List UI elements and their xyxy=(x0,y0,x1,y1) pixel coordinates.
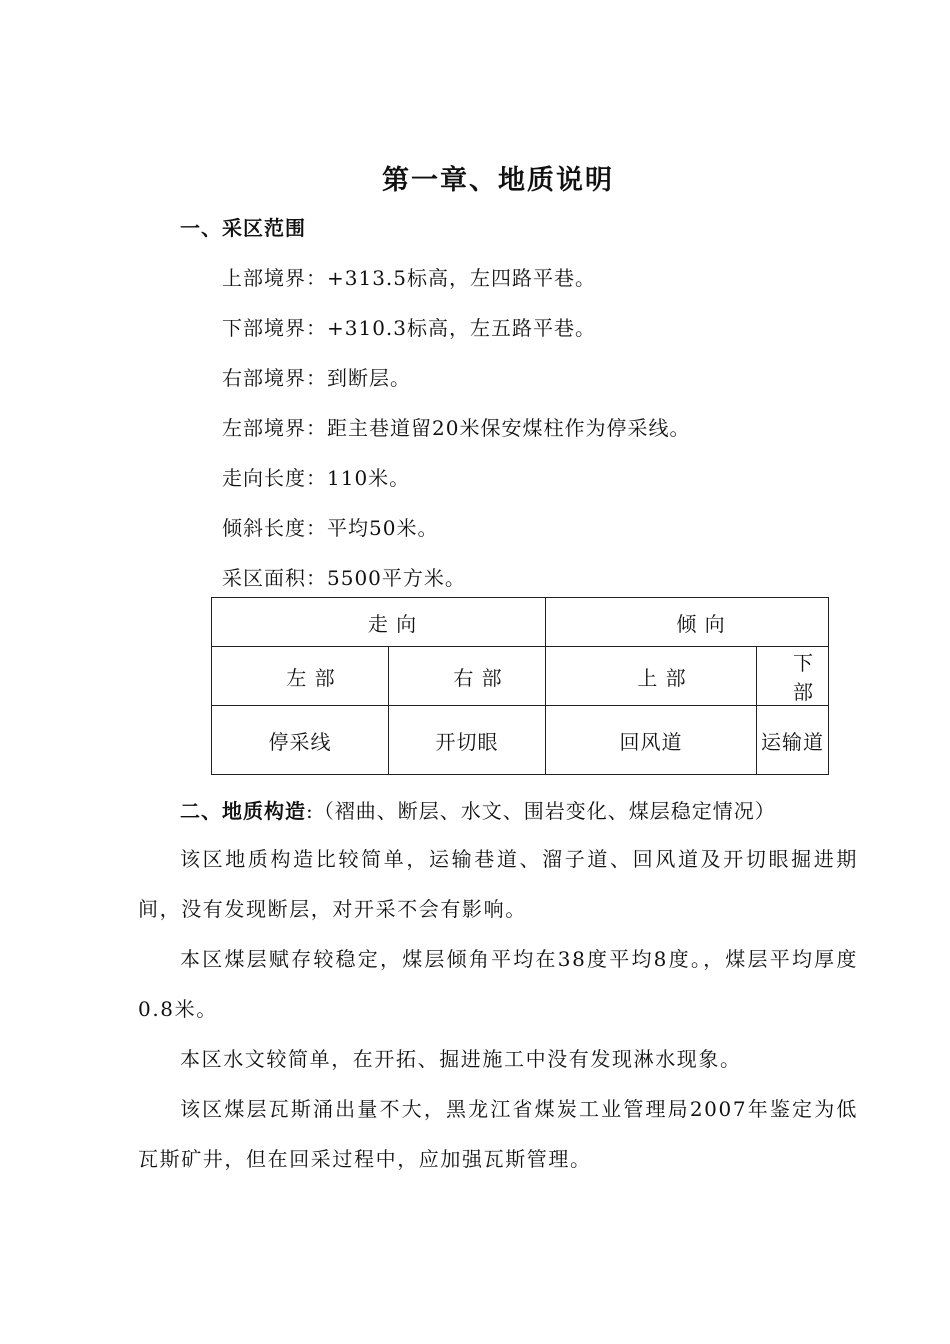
boundary-table xyxy=(211,597,829,775)
hydrology-paragraph: 本区水文较简单，在开拓、掘进施工中没有发现淋水现象。 xyxy=(180,1047,742,1071)
section-heading-geology xyxy=(180,795,776,824)
table-subheader-row xyxy=(212,647,829,706)
chapter-title: 第一章、地质说明 xyxy=(382,165,614,196)
left-boundary-line: 左部境界：距主巷道留20米保安煤柱作为停采线。 xyxy=(222,416,691,440)
right-boundary-line: 右部境界：到断层。 xyxy=(222,366,411,390)
table-cell-return-airway: 回风道 xyxy=(546,706,757,775)
area-line: 采区面积：5500平方米。 xyxy=(222,566,466,590)
table-header-row xyxy=(212,598,829,647)
geology-paragraph: 该区地质构造比较简单，运输巷道、溜子道、回风道及开切眼掘进期间，没有发现断层，对开采不会有影响。 xyxy=(138,847,858,921)
table-subheader-right: 右 部 xyxy=(389,647,546,706)
coal-seam-paragraph: 本区煤层赋存较稳定，煤层倾角平均在38度平均8度。，煤层平均厚度0.8米。 xyxy=(138,947,858,1021)
table-cell-stop-line: 停采线 xyxy=(212,706,389,775)
table-header-strike: 走 向 xyxy=(212,598,546,647)
table-header-dip: 倾 向 xyxy=(546,598,829,647)
section-heading-mining-area: 一、采区范围 xyxy=(180,216,306,240)
table-subheader-upper: 上 部 xyxy=(546,647,757,706)
gas-paragraph: 该区煤层瓦斯涌出量不大，黑龙江省煤炭工业管理局2007年鉴定为低瓦斯矿井，但在回采过程中，应加强瓦斯管理。 xyxy=(138,1097,858,1171)
table-subheader-lower: 下 部 xyxy=(757,647,829,706)
upper-boundary-line: 上部境界：+313.5标高，左四路平巷。 xyxy=(222,266,597,290)
table-cell-haulage-way: 运输道 xyxy=(757,706,829,775)
strike-length-line: 走向长度：110米。 xyxy=(222,466,411,490)
table-row xyxy=(212,706,829,775)
table-subheader-left: 左 部 xyxy=(212,647,389,706)
lower-boundary-line: 下部境界：+310.3标高，左五路平巷。 xyxy=(222,316,597,340)
table-cell-cut-hole: 开切眼 xyxy=(389,706,546,775)
section-heading-geology-label: 二、地质构造 xyxy=(180,799,306,823)
dip-length-line: 倾斜长度：平均50米。 xyxy=(222,516,439,540)
section-heading-geology-note: :（褶曲、断层、水文、围岩变化、煤层稳定情况） xyxy=(306,799,776,823)
